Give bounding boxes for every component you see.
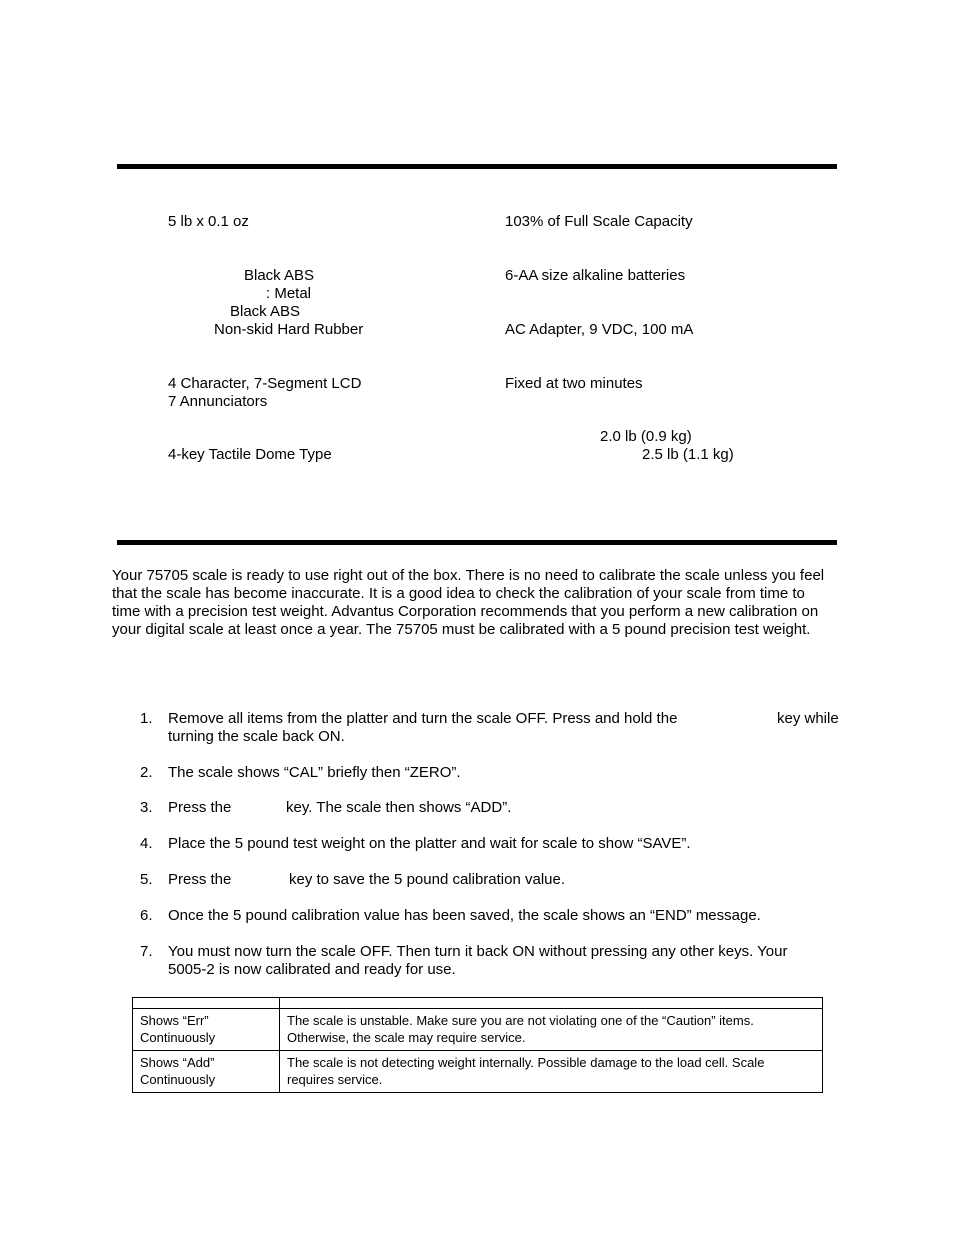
step-number: 6. [140, 907, 153, 924]
step-7-text: You must now turn the scale OFF. Then turn it back ON without pressing any other keys. Your [168, 943, 788, 960]
symptom-line: Shows “Err” [140, 1013, 209, 1028]
symptom-line: Continuously [140, 1030, 216, 1045]
spec-annunciators: 7 Annunciators [168, 393, 268, 410]
step-7-text-line2: 5005-2 is now calibrated and ready for use. [168, 961, 456, 978]
step-3-text-cont: key. The scale then shows “ADD”. [286, 799, 512, 816]
spec-keypad-bezel: Black ABS [230, 303, 301, 320]
remedy-cell [280, 1009, 823, 1051]
remedy-line: The scale is unstable. Make sure you are not violating one of the “Caution” items. [287, 1013, 754, 1028]
step-5-text-cont: key to save the 5 pound calibration value. [289, 871, 566, 888]
step-number: 4. [140, 835, 153, 852]
spec-platter: : Metal [266, 285, 312, 302]
calibration-intro [112, 567, 832, 639]
table-header-row [133, 998, 823, 1009]
rule-top [117, 164, 837, 169]
symptom-line: Shows “Add” [140, 1055, 215, 1070]
spec-overload: 103% of Full Scale Capacity [505, 213, 693, 230]
rule-middle [117, 540, 837, 545]
step-2-text: The scale shows “CAL” briefly then “ZERO”. [168, 764, 461, 781]
spec-battery: 6-AA size alkaline batteries [505, 267, 686, 284]
table-row [133, 1009, 823, 1051]
step-number: 2. [140, 764, 153, 781]
spec-housing: Black ABS [244, 267, 315, 284]
spec-adapter: AC Adapter, 9 VDC, 100 mA [505, 321, 694, 338]
spec-feet: Non-skid Hard Rubber [214, 321, 364, 338]
step-5-text: Press the [168, 871, 232, 888]
header-cell-symptom [133, 998, 280, 1009]
table-row [133, 1051, 823, 1093]
step-3-text: Press the [168, 799, 232, 816]
spec-capacity: 5 lb x 0.1 oz [168, 213, 249, 230]
step-6-text: Once the 5 pound calibration value has been saved, the scale shows an “END” message. [168, 907, 761, 924]
step-1-text-cont: key while [777, 710, 839, 727]
remedy-cell [280, 1051, 823, 1093]
step-1-text-line2: turning the scale back ON. [168, 728, 345, 745]
step-4-text: Place the 5 pound test weight on the platter and wait for scale to show “SAVE”. [168, 835, 691, 852]
spec-keypad: 4-key Tactile Dome Type [168, 446, 332, 463]
step-1-text: Remove all items from the platter and turn the scale OFF. Press and hold the [168, 710, 678, 727]
step-number: 5. [140, 871, 153, 888]
symptom-line: Continuously [140, 1072, 216, 1087]
remedy-line: Otherwise, the scale may require service. [287, 1030, 526, 1045]
spec-net-weight: 2.0 lb (0.9 kg) [600, 428, 692, 445]
troubleshooting-table [132, 997, 823, 1093]
remedy-line: The scale is not detecting weight internally. Possible damage to the load cell. Scale [287, 1055, 765, 1070]
spec-auto-off: Fixed at two minutes [505, 375, 643, 392]
symptom-cell [133, 1051, 280, 1093]
step-number: 1. [140, 710, 153, 727]
symptom-cell [133, 1009, 280, 1051]
step-number: 3. [140, 799, 153, 816]
calibration-intro-text: Your 75705 scale is ready to use right out of the box. There is no need to calibrate the scale unless you feel that the scale has become inaccurate. It is a good idea to check the calibration of your scale from time to time with a precision test weight. Advantus Corporation recommends that you perform a new calibration on your digital scale at least once a year. The 75705 must be calibrated with a 5 pound precision test weight. [112, 567, 825, 638]
spec-ship-weight: 2.5 lb (1.1 kg) [642, 446, 734, 463]
step-number: 7. [140, 943, 153, 960]
header-cell-remedy [280, 998, 823, 1009]
remedy-line: requires service. [287, 1072, 383, 1087]
spec-display: 4 Character, 7-Segment LCD [168, 375, 362, 392]
